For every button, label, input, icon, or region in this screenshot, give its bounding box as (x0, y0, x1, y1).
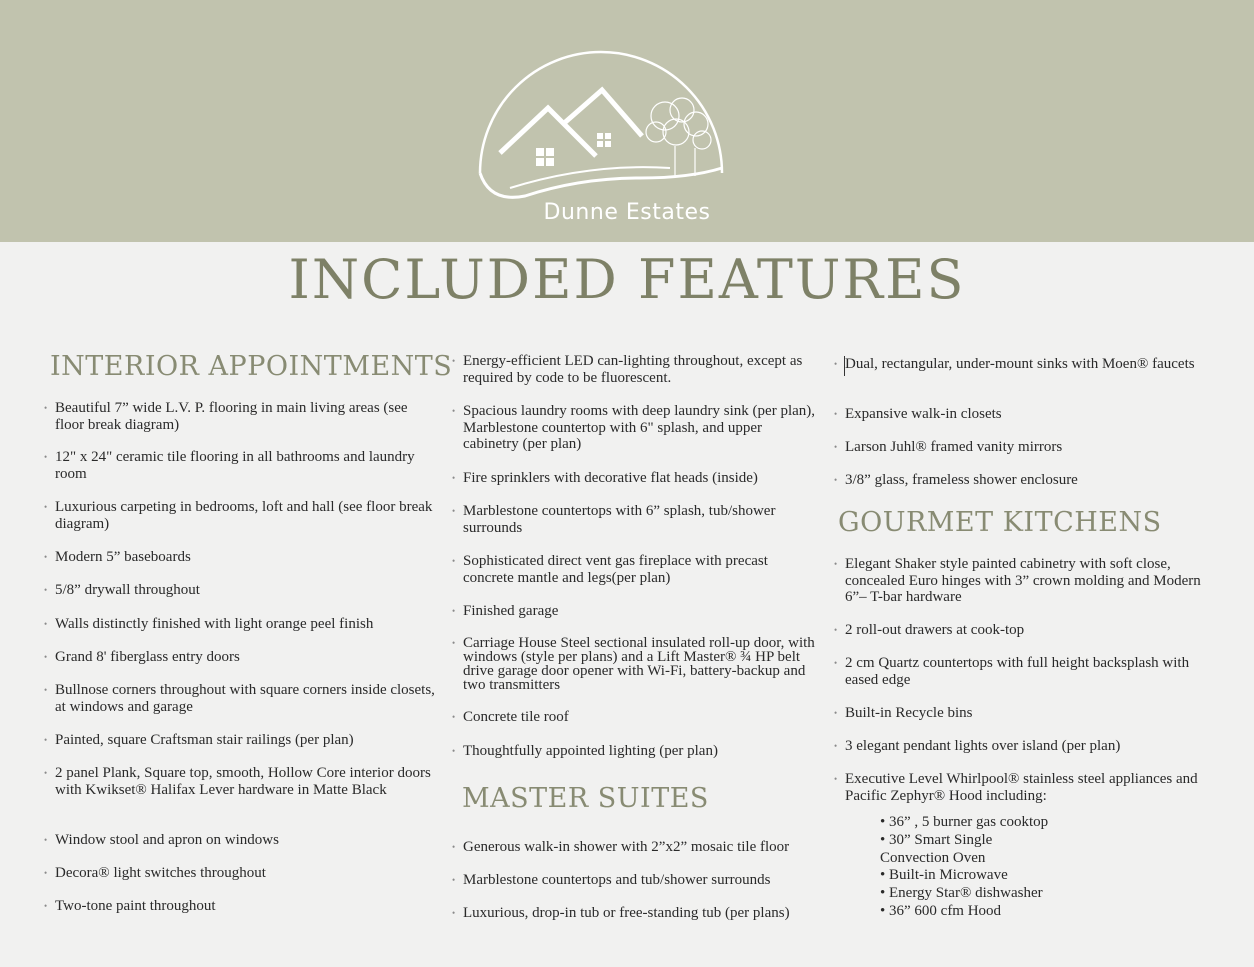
list-item: • Window stool and apron on windows (46, 832, 279, 849)
list-item: • Two-tone paint throughout (46, 898, 216, 915)
list-item: • Luxurious carpeting in bedrooms, loft and hall (see floor break diagram) (46, 499, 440, 532)
list-item: • Modern 5” baseboards (46, 549, 191, 566)
appliance-item: • 30” Smart Single Convection Oven (880, 831, 993, 866)
list-item: • Carriage House Steel sectional insulated roll-up door, with windows (style per plans) and a Lift Master® ¾ HP belt drive garage door opener with Wi-Fi, battery-backup and two transmitters (454, 636, 820, 692)
list-item: • Finished garage (454, 603, 558, 620)
list-item: • Beautiful 7” wide L.V. P. flooring in main living areas (see floor break diagram) (46, 400, 440, 433)
list-item: • Painted, square Craftsman stair railings (per plan) (46, 732, 354, 749)
list-item: • Walls distinctly finished with light orange peel finish (46, 616, 373, 633)
list-item: • 5/8” drywall throughout (46, 582, 200, 599)
page-title: INCLUDED FEATURES (288, 248, 966, 311)
list-item: • Bullnose corners throughout with square corners inside closets, at windows and garage (46, 682, 440, 715)
list-item: • 2 panel Plank, Square top, smooth, Hollow Core interior doors with Kwikset® Halifax Lever hardware in Matte Black (46, 765, 440, 798)
gourmet-kitchens-title: GOURMET KITCHENS (838, 507, 1162, 538)
header-banner (0, 0, 1254, 242)
list-item: • Concrete tile roof (454, 709, 569, 726)
list-item: • Generous walk-in shower with 2”x2” mosaic tile floor (454, 839, 789, 856)
list-item: • Fire sprinklers with decorative flat heads (inside) (454, 470, 758, 487)
list-item: • Built-in Recycle bins (836, 705, 972, 722)
list-item: • 2 roll-out drawers at cook-top (836, 622, 1024, 639)
list-item: • Thoughtfully appointed lighting (per plan) (454, 743, 718, 760)
list-item: • Larson Juhl® framed vanity mirrors (836, 439, 1062, 456)
list-item: • Elegant Shaker style painted cabinetry with soft close, concealed Euro hinges with 3” crown molding and Modern 6”– T-bar hardware (836, 556, 1206, 606)
interior-appointments-title: INTERIOR APPOINTMENTS (50, 351, 453, 382)
list-item: • Sophisticated direct vent gas fireplace with precast concrete mantle and legs(per plan) (454, 553, 820, 586)
brand-name: Dunne Estates (543, 200, 711, 225)
list-item: • Spacious laundry rooms with deep laundry sink (per plan), Marblestone countertop with 6" splash, and upper cabinetry (per plan) (454, 403, 820, 453)
list-item: • 12" x 24" ceramic tile flooring in all bathrooms and laundry room (46, 449, 440, 482)
list-item: • 3 elegant pendant lights over island (per plan) (836, 738, 1120, 755)
list-item: • Marblestone countertops and tub/shower surrounds (454, 872, 770, 889)
appliance-item: • Energy Star® dishwasher (880, 885, 1043, 902)
list-item: • Grand 8' fiberglass entry doors (46, 649, 240, 666)
master-suites-title: MASTER SUITES (462, 783, 709, 814)
appliance-sublist (880, 814, 1120, 921)
appliance-item: • 36” , 5 burner gas cooktop (880, 814, 1049, 830)
appliance-item: • Built-in Microwave (880, 867, 1008, 884)
list-item: • Energy-efficient LED can-lighting throughout, except as required by code to be fluorescent. (454, 353, 820, 386)
list-item: • 3/8” glass, frameless shower enclosure (836, 472, 1078, 489)
list-item: • Decora® light switches throughout (46, 865, 266, 882)
list-item: • Executive Level Whirlpool® stainless steel appliances and Pacific Zephyr® Hood including: (836, 771, 1206, 804)
appliance-item: • 36” 600 cfm Hood (880, 902, 1002, 919)
list-item: • Luxurious, drop-in tub or free-standing tub (per plans) (454, 905, 790, 922)
list-item: • 2 cm Quartz countertops with full height backsplash with eased edge (836, 655, 1206, 688)
list-item: • Expansive walk-in closets (836, 406, 1002, 423)
list-item: • Marblestone countertops with 6” splash, tub/shower surrounds (454, 503, 820, 536)
list-item: • Dual, rectangular, under-mount sinks with Moen® faucets (836, 356, 1195, 373)
